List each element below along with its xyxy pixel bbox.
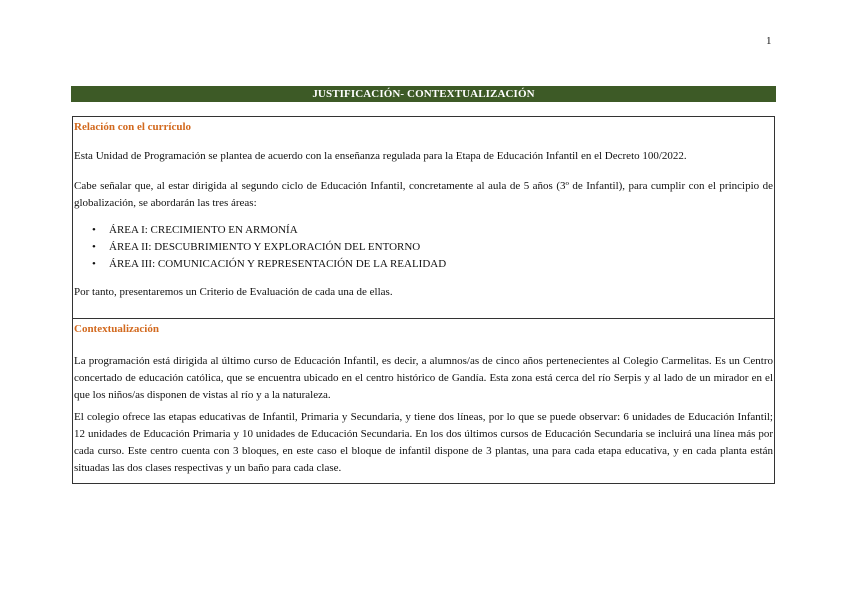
context-section [72,318,775,484]
curriculum-paragraph-3: Por tanto, presentaremos un Criterio de Evaluación de cada una de ellas. [74,286,393,298]
curriculum-section-title: Relación con el currículo [74,121,192,133]
curriculum-section [72,116,775,319]
context-section-title: Contextualización [74,323,159,335]
area-item: • ÁREA II: DESCUBRIMIENTO Y EXPLORACIÓN DEL ENTORNO [109,239,774,256]
area-item: • ÁREA III: COMUNICACIÓN Y REPRESENTACIÓN DE LA REALIDAD [109,256,774,273]
section-header: JUSTIFICACIÓN- CONTEXTUALIZACIÓN [71,86,776,102]
context-paragraph-1: La programación está dirigida al último curso de Educación Infantil, es decir, a alumnos/as de cinco años pertenecientes al Colegio Carmelitas. Es un Centro concertado de educación católica, que se encuentra ubicado en el centro histórico de Gandía. Esta zona está cerca del río Serpis y al lado de un mirador en el que los niños/as disponen de vistas al río y a la naturaleza. [74,355,773,401]
area-item: • ÁREA I: CRECIMIENTO EN ARMONÍA [109,222,774,239]
curriculum-paragraph-1: Esta Unidad de Programación se plantea de acuerdo con la enseñanza regulada para la Etapa de Educación Infantil en el Decreto 100/2022. [74,150,687,162]
page-number: 1 [766,35,772,47]
curriculum-paragraph-2: Cabe señalar que, al estar dirigida al segundo ciclo de Educación Infantil, concretamente al aula de 5 años (3º de Infantil), para cumplir con el principio de globalización, se abordarán las tres áreas: [74,180,773,209]
areas-list [73,222,774,273]
context-paragraph-2: El colegio ofrece las etapas educativas de Infantil, Primaria y Secundaria, y tiene dos líneas, por lo que se puede observar: 6 unidades de Educación Infantil; 12 unidades de Educación Primaria y 10 unidades de Educación Secundaria. En los dos últimos cursos de Educación Secundaria se incluirá una línea más por cada curso. Este centro cuenta con 3 bloques, en este caso el bloque de infantil dispone de 3 plantas, una para cada etapa educativa, y en cada planta están situadas las dos clases respectivas y un baño para cada clase. [74,411,773,474]
